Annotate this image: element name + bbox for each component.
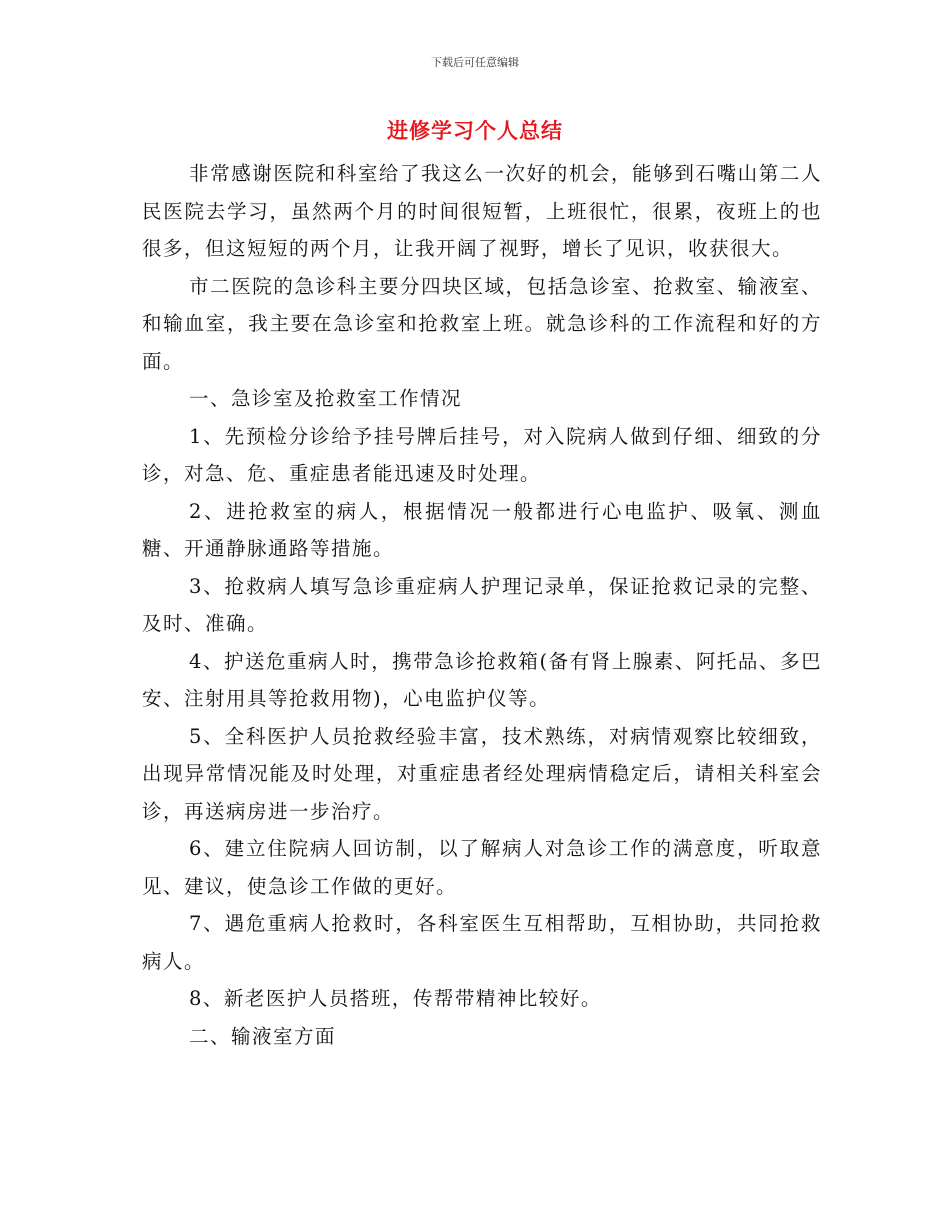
list-item-5: 5、全科医护人员抢救经验丰富，技术熟练，对病情观察比较细致，出现异常情况能及时处理，对重症患者经处理病情稳定后，请相关科室会诊，再送病房进一步治疗。: [142, 724, 822, 823]
list-item-6: 6、建立住院病人回访制，以了解病人对急诊工作的满意度，听取意见、建议，使急诊工作做的更好。: [142, 837, 822, 898]
list-item-7: 7、遇危重病人抢救时，各科室医生互相帮助，互相协助，共同抢救病人。: [142, 912, 822, 973]
section-heading-2: 二、输液室方面: [189, 1024, 337, 1048]
list-item-8: 8、新老医护人员搭班，传帮带精神比较好。: [189, 987, 602, 1010]
header-note: 下载后可任意编辑: [431, 56, 519, 69]
paragraph-intro: 非常感谢医院和科室给了我这么一次好的机会，能够到石嘴山第二人民医院去学习，虽然两个月的时间很短暂，上班很忙，很累，夜班上的也很多，但这短短的两个月，让我开阔了视野，增长了见识，收获很大。: [142, 162, 822, 260]
document-title: 进修学习个人总结: [387, 119, 563, 143]
list-item-2: 2、进抢救室的病人，根据情况一般都进行心电监护、吸氧、测血糖、开通静脉通路等措施。: [142, 499, 822, 560]
document-body: [142, 155, 822, 1055]
section-heading-1: 一、急诊室及抢救室工作情况: [189, 387, 463, 410]
list-item-1: 1、先预检分诊给予挂号牌后挂号，对入院病人做到仔细、细致的分诊，对急、危、重症患者能迅速及时处理。: [142, 424, 822, 485]
list-item-4: 4、护送危重病人时，携带急诊抢救箱(备有肾上腺素、阿托品、多巴安、注射用具等抢救用物)，心电监护仪等。: [142, 649, 822, 710]
list-item-3: 3、抢救病人填写急诊重症病人护理记录单，保证抢救记录的完整、及时、准确。: [142, 574, 822, 635]
paragraph-overview: 市二医院的急诊科主要分四块区域，包括急诊室、抢救室、输液室、和输血室，我主要在急诊室和抢救室上班。就急诊科的工作流程和好的方面。: [142, 274, 822, 373]
